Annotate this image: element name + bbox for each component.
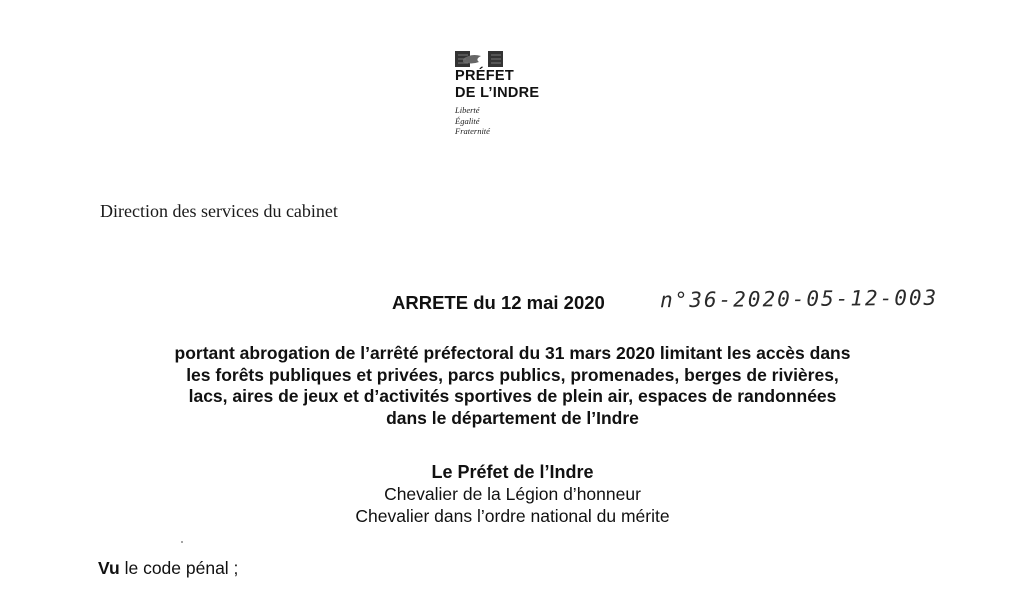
logo-line-indre: DE L’INDRE (455, 85, 540, 101)
motto-fraternite: Fraternité (455, 126, 490, 136)
subject-line: lacs, aires de jeux et d’activités sportives de plein air, espaces de randonnées (188, 386, 837, 406)
arrete-heading (392, 292, 605, 314)
subject-line: les forêts publiques et privées, parcs publics, promenades, berges de rivières, (186, 364, 839, 385)
service-name: Direction des services du cabinet (100, 201, 338, 221)
signatory-title: Chevalier dans l’ordre national du mérite (355, 506, 670, 526)
arrete-subject (100, 343, 925, 429)
signatory-title: Chevalier de la Légion d’honneur (384, 484, 641, 504)
scan-speck (181, 541, 183, 543)
prefecture-header (455, 50, 595, 137)
republic-motto (455, 105, 595, 137)
arrete-title: ARRETE du 12 mai 2020 (392, 292, 605, 313)
logo-line-prefet: PRÉFET (455, 68, 514, 84)
subject-line: portant abrogation de l’arrêté préfectoral du 31 mars 2020 limitant les accès dans (174, 343, 851, 363)
signatory-block (100, 461, 925, 527)
vu-prefix: Vu (98, 558, 120, 578)
vu-text: le code pénal ; (119, 558, 239, 578)
motto-liberte: Liberté (455, 105, 480, 115)
motto-egalite: Égalité (455, 115, 480, 126)
marianne-logo-icon (455, 50, 503, 68)
subject-line: dans le département de l’Indre (386, 407, 639, 428)
vu-clause (98, 558, 238, 579)
signatory-name: Le Préfet de l’Indre (431, 462, 594, 482)
handwritten-arrete-number: n°36-2020-05-12-003 (659, 285, 939, 313)
